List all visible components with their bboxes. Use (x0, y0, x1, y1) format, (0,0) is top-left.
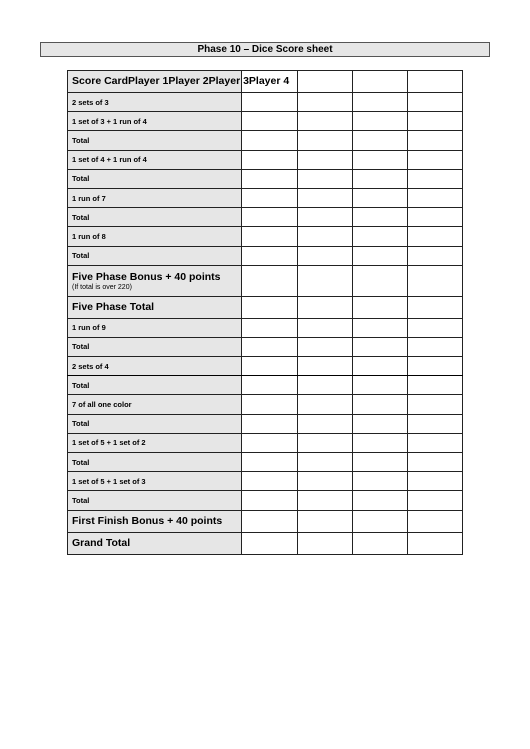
score-cell-player-3[interactable] (352, 93, 407, 112)
header-cell-player-4 (407, 71, 462, 93)
row-label: 1 run of 8 (68, 227, 242, 246)
score-cell-player-3[interactable] (352, 395, 407, 414)
row-label: Total (68, 246, 242, 265)
row-label: Total (68, 414, 242, 433)
table-row (68, 296, 463, 318)
score-cell-player-1[interactable] (242, 112, 297, 131)
row-label (68, 265, 242, 296)
score-cell-player-2[interactable] (297, 188, 352, 207)
score-cell-player-4[interactable] (407, 93, 462, 112)
score-cell-player-1[interactable] (242, 376, 297, 395)
table-row (68, 414, 463, 433)
score-cell-player-2[interactable] (297, 453, 352, 472)
score-cell-player-3[interactable] (352, 188, 407, 207)
score-cell-player-2[interactable] (297, 510, 352, 532)
score-cell-player-3[interactable] (352, 246, 407, 265)
row-label: Total (68, 491, 242, 510)
score-cell-player-2[interactable] (297, 265, 352, 296)
row-label: Total (68, 376, 242, 395)
table-row (68, 318, 463, 337)
header-player-2: Player 2 (168, 75, 209, 87)
score-cell-player-2[interactable] (297, 472, 352, 491)
header-player-1: Player 1 (128, 75, 169, 87)
score-cell-player-4[interactable] (407, 265, 462, 296)
table-row (68, 93, 463, 112)
score-cell-player-2[interactable] (297, 395, 352, 414)
table-row (68, 453, 463, 472)
header-row (68, 71, 463, 93)
row-label: 2 sets of 4 (68, 357, 242, 376)
row-label: 1 set of 5 + 1 set of 2 (68, 433, 242, 452)
row-label-note: (If total is over 220) (72, 283, 132, 291)
score-cell-player-4[interactable] (407, 337, 462, 356)
sheet-title: Phase 10 – Dice Score sheet (40, 42, 490, 57)
row-label: 2 sets of 3 (68, 93, 242, 112)
row-label: 1 set of 4 + 1 run of 4 (68, 150, 242, 169)
row-label: Total (68, 131, 242, 150)
score-cell-player-4[interactable] (407, 227, 462, 246)
row-label: 1 run of 7 (68, 188, 242, 207)
score-cell-player-4[interactable] (407, 453, 462, 472)
table-row (68, 472, 463, 491)
row-label: 7 of all one color (68, 395, 242, 414)
score-cell-player-4[interactable] (407, 246, 462, 265)
score-cell-player-2[interactable] (297, 227, 352, 246)
score-cell-player-3[interactable] (352, 510, 407, 532)
score-cell-player-4[interactable] (407, 395, 462, 414)
header-text (72, 75, 289, 87)
score-cell-player-4[interactable] (407, 532, 462, 554)
score-cell-player-4[interactable] (407, 357, 462, 376)
score-cell-player-1[interactable] (242, 131, 297, 150)
score-cell-player-1[interactable] (242, 246, 297, 265)
score-cell-player-2[interactable] (297, 491, 352, 510)
table-row (68, 188, 463, 207)
score-cell-player-4[interactable] (407, 188, 462, 207)
score-cell-player-1[interactable] (242, 357, 297, 376)
score-cell-player-1[interactable] (242, 510, 297, 532)
score-cell-player-2[interactable] (297, 414, 352, 433)
row-label: Total (68, 453, 242, 472)
score-cell-player-3[interactable] (352, 169, 407, 188)
row-label: Total (68, 208, 242, 227)
row-label: Total (68, 337, 242, 356)
score-cell-player-2[interactable] (297, 246, 352, 265)
score-cell-player-4[interactable] (407, 150, 462, 169)
score-cell-player-4[interactable] (407, 433, 462, 452)
score-cell-player-3[interactable] (352, 532, 407, 554)
score-cell-player-2[interactable] (297, 150, 352, 169)
score-cell-player-4[interactable] (407, 169, 462, 188)
score-cell-player-4[interactable] (407, 208, 462, 227)
header-cell-player-2 (297, 71, 352, 93)
row-label: 1 set of 3 + 1 run of 4 (68, 112, 242, 131)
header-player-4: Player 4 (248, 75, 290, 87)
row-label: 1 set of 5 + 1 set of 3 (68, 472, 242, 491)
table-row (68, 208, 463, 227)
row-label: 1 run of 9 (68, 318, 242, 337)
score-cell-player-1[interactable] (242, 227, 297, 246)
score-cell-player-3[interactable] (352, 414, 407, 433)
score-table (67, 70, 463, 555)
table-row (68, 532, 463, 554)
row-label: Total (68, 169, 242, 188)
score-cell-player-2[interactable] (297, 112, 352, 131)
score-cell-player-4[interactable] (407, 112, 462, 131)
score-cell-player-2[interactable] (297, 296, 352, 318)
score-cell-player-4[interactable] (407, 296, 462, 318)
score-cell-player-3[interactable] (352, 472, 407, 491)
row-label-main: Five Phase Bonus + 40 points (72, 270, 221, 283)
score-cell-player-3[interactable] (352, 296, 407, 318)
score-cell-player-1[interactable] (242, 433, 297, 452)
score-cell-player-1[interactable] (242, 532, 297, 554)
score-cell-player-1[interactable] (242, 169, 297, 188)
score-cell-player-1[interactable] (242, 414, 297, 433)
score-cell-player-3[interactable] (352, 433, 407, 452)
score-cell-player-3[interactable] (352, 376, 407, 395)
score-cell-player-3[interactable] (352, 357, 407, 376)
score-cell-player-1[interactable] (242, 472, 297, 491)
score-cell-player-2[interactable] (297, 318, 352, 337)
score-cell-player-4[interactable] (407, 376, 462, 395)
score-cell-player-2[interactable] (297, 93, 352, 112)
row-label: Five Phase Total (68, 296, 242, 318)
score-cell-player-3[interactable] (352, 131, 407, 150)
table-row (68, 337, 463, 356)
score-cell-player-3[interactable] (352, 112, 407, 131)
table-row (68, 357, 463, 376)
score-cell-player-1[interactable] (242, 150, 297, 169)
table-row (68, 112, 463, 131)
score-cell-player-3[interactable] (352, 227, 407, 246)
score-cell-player-1[interactable] (242, 491, 297, 510)
header-score-card: Score Card (72, 75, 129, 87)
score-cell-player-3[interactable] (352, 318, 407, 337)
score-cell-player-4[interactable] (407, 510, 462, 532)
table-row (68, 433, 463, 452)
score-cell-player-4[interactable] (407, 131, 462, 150)
score-cell-player-2[interactable] (297, 433, 352, 452)
score-cell-player-2[interactable] (297, 532, 352, 554)
table-row (68, 169, 463, 188)
table-row (68, 510, 463, 532)
header-cell-score-card (68, 71, 290, 93)
table-row (68, 246, 463, 265)
score-cell-player-4[interactable] (407, 414, 462, 433)
score-cell-player-3[interactable] (352, 337, 407, 356)
score-cell-player-4[interactable] (407, 472, 462, 491)
score-cell-player-2[interactable] (297, 337, 352, 356)
score-cell-player-3[interactable] (352, 208, 407, 227)
score-cell-player-2[interactable] (297, 357, 352, 376)
table-row (68, 376, 463, 395)
table-row (68, 265, 463, 296)
score-cell-player-1[interactable] (242, 208, 297, 227)
row-label: First Finish Bonus + 40 points (68, 510, 242, 532)
score-cell-player-3[interactable] (352, 150, 407, 169)
score-cell-player-2[interactable] (297, 208, 352, 227)
score-cell-player-2[interactable] (297, 131, 352, 150)
score-cell-player-1[interactable] (242, 337, 297, 356)
table-row (68, 131, 463, 150)
score-cell-player-1[interactable] (242, 93, 297, 112)
table-row (68, 395, 463, 414)
score-cell-player-3[interactable] (352, 491, 407, 510)
score-cell-player-4[interactable] (407, 318, 462, 337)
score-cell-player-3[interactable] (352, 265, 407, 296)
score-cell-player-1[interactable] (242, 188, 297, 207)
score-cell-player-1[interactable] (242, 318, 297, 337)
score-cell-player-3[interactable] (352, 453, 407, 472)
score-cell-player-1[interactable] (242, 265, 297, 296)
score-cell-player-4[interactable] (407, 491, 462, 510)
header-player-3: Player 3 (208, 75, 249, 87)
table-row (68, 227, 463, 246)
score-cell-player-2[interactable] (297, 169, 352, 188)
score-cell-player-2[interactable] (297, 376, 352, 395)
score-cell-player-1[interactable] (242, 296, 297, 318)
table-row (68, 150, 463, 169)
header-cell-player-3 (352, 71, 407, 93)
score-cell-player-1[interactable] (242, 453, 297, 472)
row-label: Grand Total (68, 532, 242, 554)
table-row (68, 491, 463, 510)
score-cell-player-1[interactable] (242, 395, 297, 414)
